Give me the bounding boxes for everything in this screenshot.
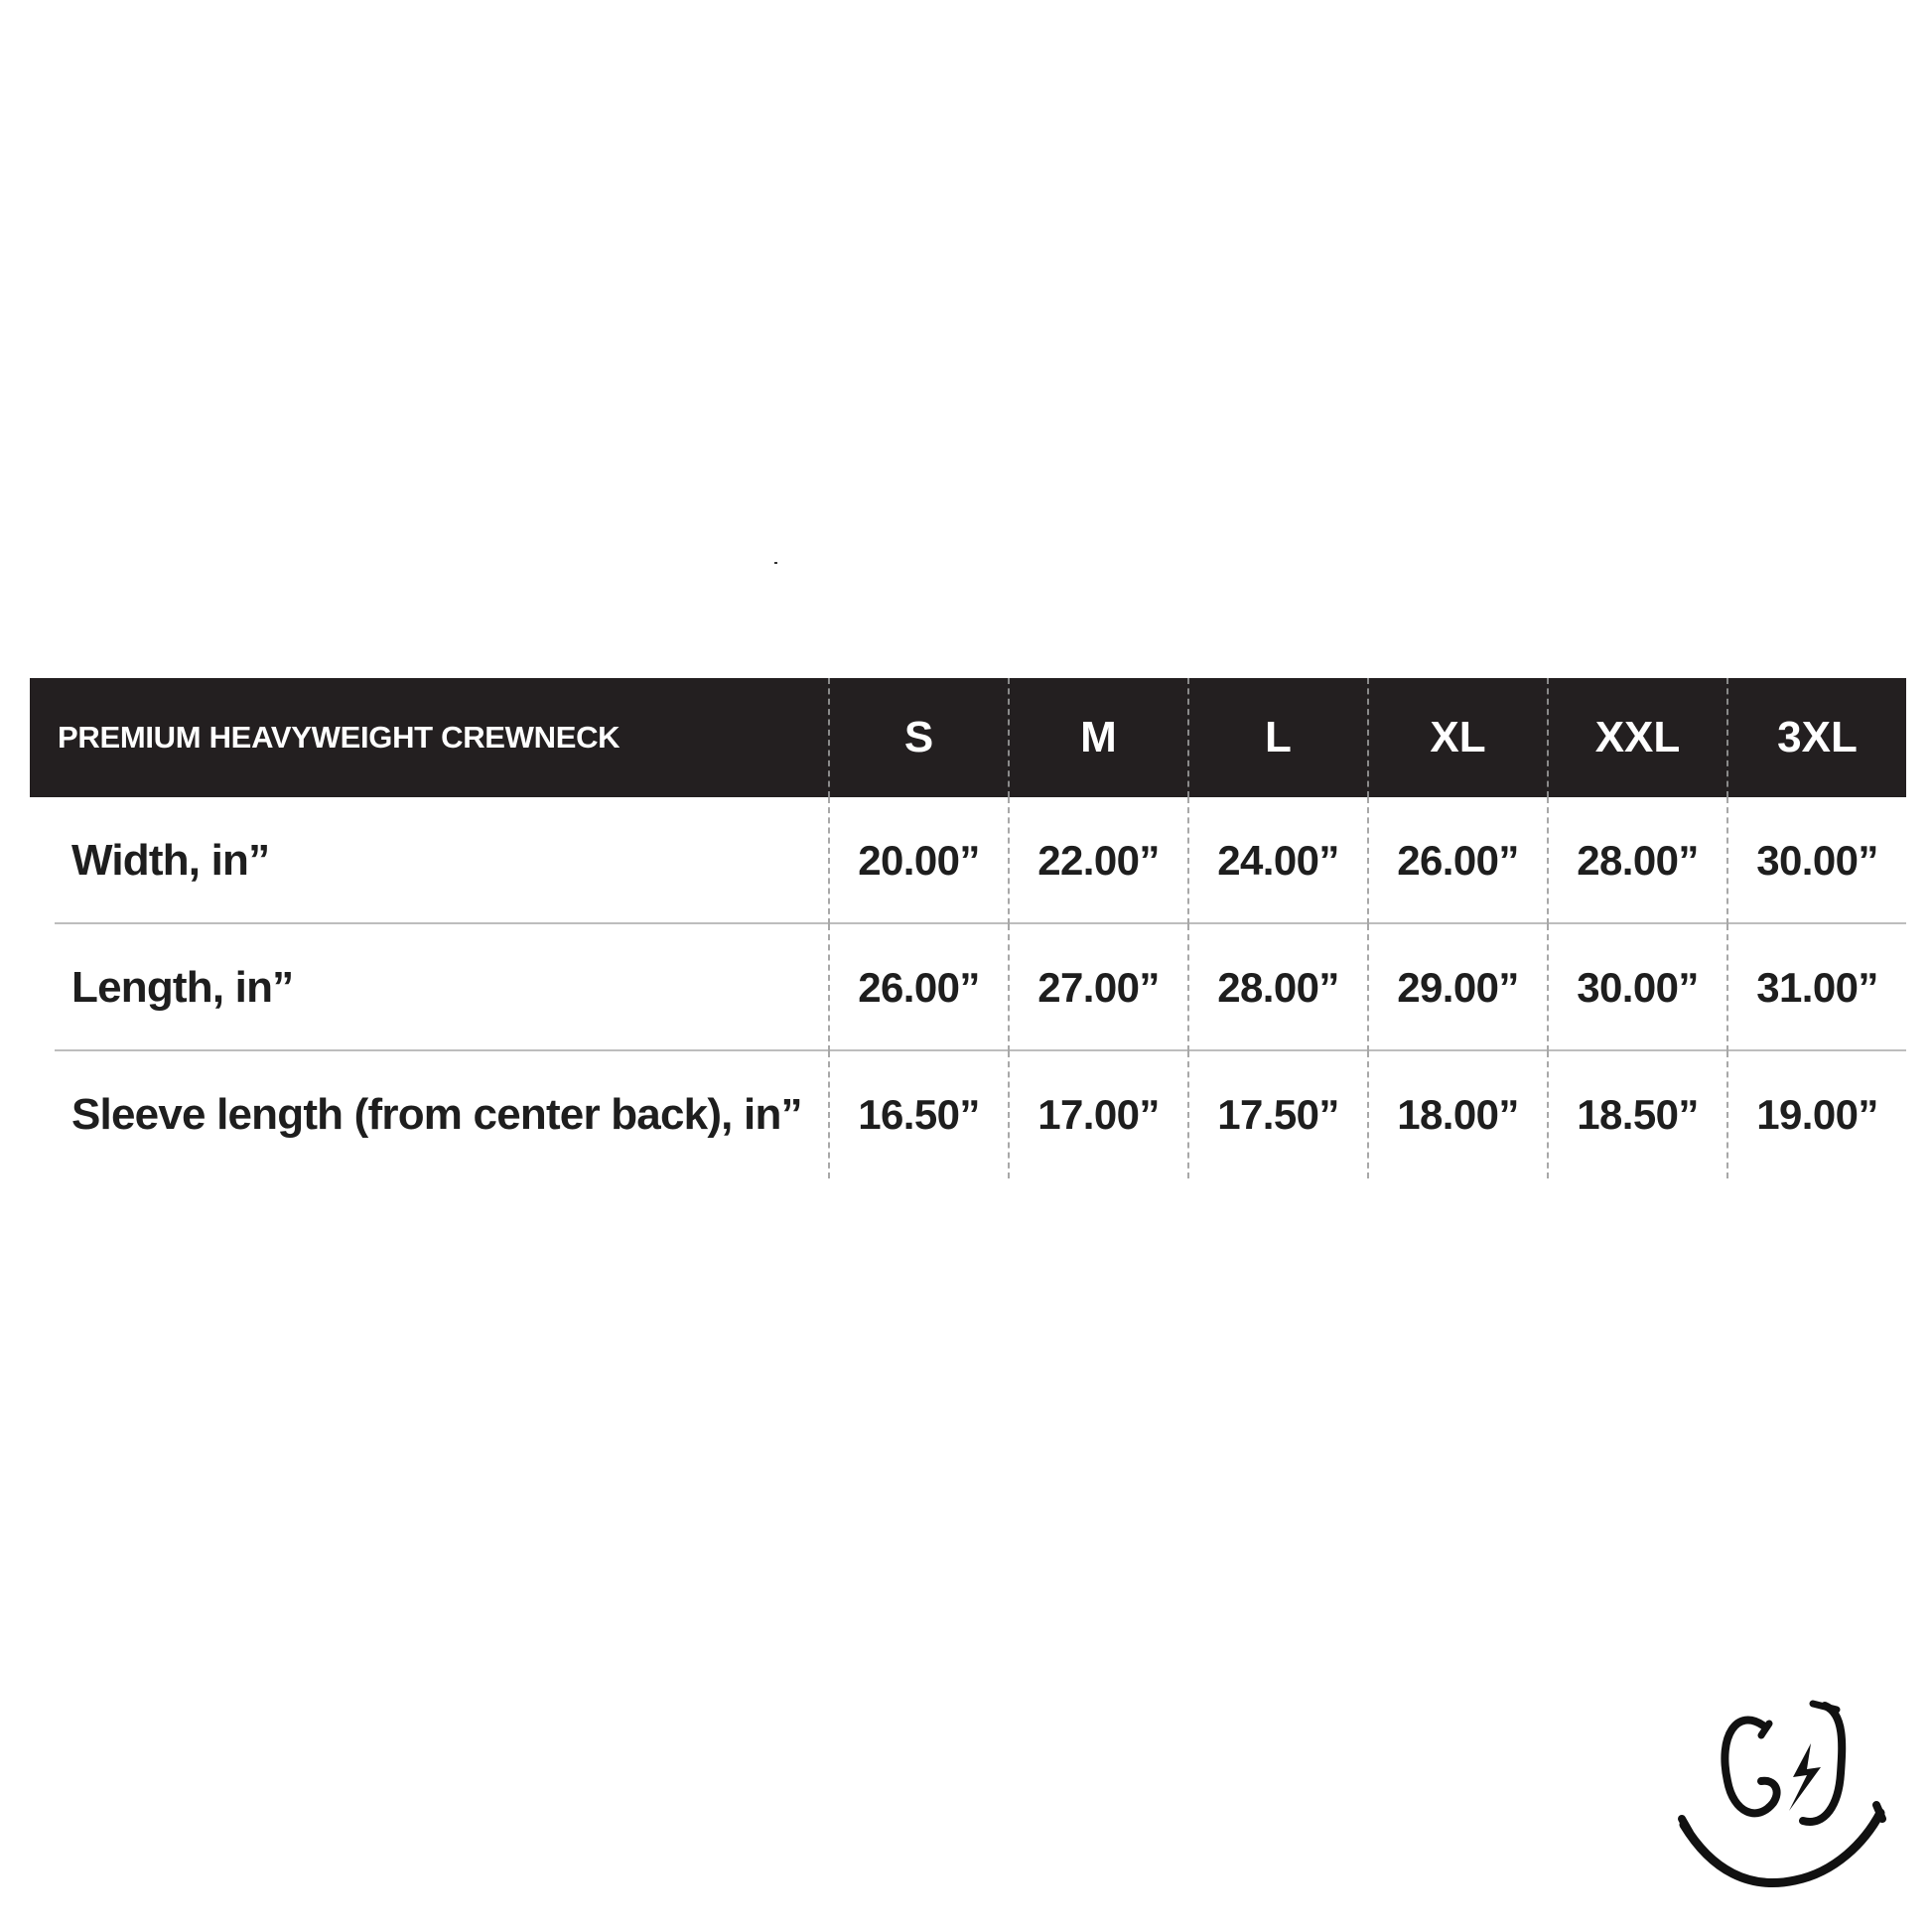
table-cell: 29.00”: [1367, 924, 1547, 1051]
table-cell: 28.00”: [1187, 924, 1367, 1051]
table-row-sleeve: [55, 1051, 1906, 1178]
table-cell: 17.50”: [1187, 1051, 1367, 1178]
size-header-l: L: [1187, 678, 1367, 797]
size-header-s: S: [828, 678, 1008, 797]
stray-mark: [774, 562, 777, 564]
table-cell: 19.00”: [1726, 1051, 1906, 1178]
table-cell: 16.50”: [828, 1051, 1008, 1178]
table-cell: 26.00”: [1367, 797, 1547, 924]
size-header-xl: XL: [1367, 678, 1547, 797]
table-cell: 30.00”: [1726, 797, 1906, 924]
table-cell: 22.00”: [1008, 797, 1187, 924]
size-header-3xl: 3XL: [1726, 678, 1906, 797]
table-cell: 17.00”: [1008, 1051, 1187, 1178]
size-chart-table: [30, 678, 1906, 1178]
smiley-gj-lightning-logo-icon: [1676, 1696, 1886, 1894]
product-title: PREMIUM HEAVYWEIGHT CREWNECK: [58, 720, 621, 755]
row-label: Length, in”: [71, 963, 294, 1012]
table-cell: 30.00”: [1547, 924, 1726, 1051]
table-cell: 27.00”: [1008, 924, 1187, 1051]
table-cell: 18.50”: [1547, 1051, 1726, 1178]
table-row-width: [55, 797, 1906, 924]
size-header-m: M: [1008, 678, 1187, 797]
table-row-length: [55, 924, 1906, 1051]
table-cell: 24.00”: [1187, 797, 1367, 924]
table-cell: 28.00”: [1547, 797, 1726, 924]
size-header-xxl: XXL: [1547, 678, 1726, 797]
row-label: Sleeve length (from center back), in”: [71, 1090, 802, 1139]
table-cell: 20.00”: [828, 797, 1008, 924]
row-label: Width, in”: [71, 836, 270, 885]
size-chart-header: [30, 678, 1906, 797]
table-cell: 31.00”: [1726, 924, 1906, 1051]
table-cell: 26.00”: [828, 924, 1008, 1051]
table-cell: 18.00”: [1367, 1051, 1547, 1178]
